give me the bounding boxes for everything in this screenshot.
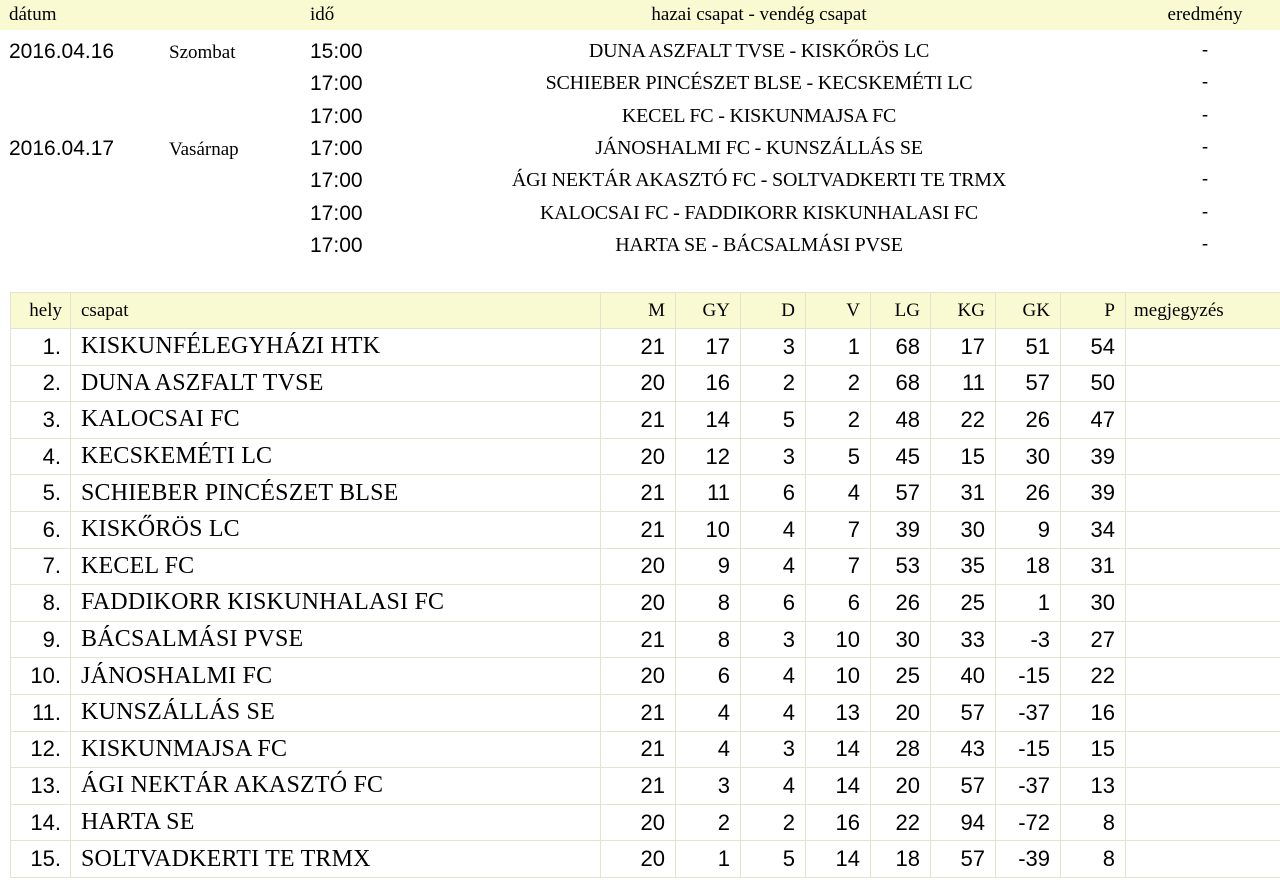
fixture-time: 17:00 <box>310 136 363 160</box>
cell-m: 21 <box>601 329 676 366</box>
cell-gk: -39 <box>996 841 1061 878</box>
cell-gk: -15 <box>996 731 1061 768</box>
cell-pos: 14. <box>11 804 71 841</box>
cell-note <box>1126 438 1280 475</box>
cell-lg: 25 <box>871 658 931 695</box>
cell-p: 30 <box>1061 585 1126 622</box>
fixture-time: 17:00 <box>310 233 363 257</box>
cell-lg: 26 <box>871 585 931 622</box>
fixtures-header-time: idő <box>310 4 335 25</box>
col-header-kg: KG <box>931 293 996 329</box>
cell-gy: 8 <box>676 585 741 622</box>
cell-lg: 30 <box>871 621 931 658</box>
cell-pos: 1. <box>11 329 71 366</box>
cell-m: 21 <box>601 511 676 548</box>
fixture-result: - <box>1201 169 1209 191</box>
cell-gk: -37 <box>996 694 1061 731</box>
fixture-match: HARTA SE - BÁCSALMÁSI PVSE <box>615 233 903 256</box>
cell-d: 3 <box>741 731 806 768</box>
cell-note <box>1126 694 1280 731</box>
cell-p: 27 <box>1061 621 1126 658</box>
cell-gy: 17 <box>676 329 741 366</box>
table-row <box>11 511 1280 548</box>
cell-team: SOLTVADKERTI TE TRMX <box>71 841 601 878</box>
cell-gk: 18 <box>996 548 1061 585</box>
cell-team: HARTA SE <box>71 804 601 841</box>
cell-lg: 57 <box>871 475 931 512</box>
cell-gy: 12 <box>676 438 741 475</box>
cell-gk: 57 <box>996 365 1061 402</box>
col-header-lg: LG <box>871 293 931 329</box>
fixture-row <box>0 198 1280 230</box>
cell-kg: 22 <box>931 402 996 439</box>
cell-note <box>1126 511 1280 548</box>
cell-d: 4 <box>741 694 806 731</box>
cell-m: 21 <box>601 694 676 731</box>
fixture-row <box>0 165 1280 197</box>
cell-lg: 20 <box>871 768 931 805</box>
cell-pos: 11. <box>11 694 71 731</box>
table-row <box>11 475 1280 512</box>
table-row <box>11 402 1280 439</box>
cell-lg: 68 <box>871 329 931 366</box>
cell-p: 54 <box>1061 329 1126 366</box>
cell-kg: 31 <box>931 475 996 512</box>
cell-v: 14 <box>806 768 871 805</box>
col-header-d: D <box>741 293 806 329</box>
cell-gk: -3 <box>996 621 1061 658</box>
table-row <box>11 548 1280 585</box>
cell-gk: 1 <box>996 585 1061 622</box>
fixture-row <box>0 36 1280 68</box>
table-row <box>11 621 1280 658</box>
fixture-result: - <box>1201 72 1209 94</box>
cell-v: 7 <box>806 548 871 585</box>
fixture-time: 17:00 <box>310 104 363 128</box>
cell-p: 47 <box>1061 402 1126 439</box>
cell-p: 39 <box>1061 438 1126 475</box>
cell-v: 6 <box>806 585 871 622</box>
cell-v: 1 <box>806 329 871 366</box>
table-row <box>11 585 1280 622</box>
fixture-row <box>0 101 1280 133</box>
col-header-m: M <box>601 293 676 329</box>
fixture-result: - <box>1201 104 1209 126</box>
cell-v: 10 <box>806 658 871 695</box>
cell-pos: 12. <box>11 731 71 768</box>
cell-gy: 1 <box>676 841 741 878</box>
fixture-day: Vasárnap <box>169 138 239 160</box>
cell-v: 16 <box>806 804 871 841</box>
cell-gk: -15 <box>996 658 1061 695</box>
cell-gk: -72 <box>996 804 1061 841</box>
cell-gy: 14 <box>676 402 741 439</box>
cell-d: 4 <box>741 548 806 585</box>
cell-p: 13 <box>1061 768 1126 805</box>
cell-m: 20 <box>601 585 676 622</box>
cell-gy: 6 <box>676 658 741 695</box>
cell-m: 21 <box>601 731 676 768</box>
cell-pos: 7. <box>11 548 71 585</box>
fixture-row <box>0 230 1280 262</box>
col-header-note: megjegyzés <box>1126 293 1280 329</box>
cell-v: 14 <box>806 731 871 768</box>
cell-note <box>1126 365 1280 402</box>
fixture-match: KALOCSAI FC - FADDIKORR KISKUNHALASI FC <box>540 201 978 224</box>
col-header-gk: GK <box>996 293 1061 329</box>
fixture-row <box>0 133 1280 165</box>
fixture-match: ÁGI NEKTÁR AKASZTÓ FC - SOLTVADKERTI TE TRMX <box>511 169 1007 192</box>
table-row <box>11 658 1280 695</box>
fixture-result: - <box>1201 136 1209 158</box>
cell-d: 3 <box>741 329 806 366</box>
fixture-match: SCHIEBER PINCÉSZET BLSE - KECSKEMÉTI LC <box>545 72 973 95</box>
cell-m: 21 <box>601 402 676 439</box>
cell-note <box>1126 475 1280 512</box>
fixture-match: KECEL FC - KISKUNMAJSA FC <box>621 104 897 127</box>
table-row <box>11 768 1280 805</box>
cell-lg: 53 <box>871 548 931 585</box>
fixture-match: DUNA ASZFALT TVSE - KISKŐRÖS LC <box>588 40 930 62</box>
cell-pos: 5. <box>11 475 71 512</box>
cell-p: 34 <box>1061 511 1126 548</box>
cell-pos: 13. <box>11 768 71 805</box>
col-header-v: V <box>806 293 871 329</box>
cell-pos: 2. <box>11 365 71 402</box>
cell-gy: 9 <box>676 548 741 585</box>
cell-v: 7 <box>806 511 871 548</box>
cell-team: KISKUNMAJSA FC <box>71 731 601 768</box>
col-header-p: P <box>1061 293 1126 329</box>
table-row <box>11 365 1280 402</box>
cell-gy: 3 <box>676 768 741 805</box>
cell-pos: 9. <box>11 621 71 658</box>
fixture-result: - <box>1201 233 1209 255</box>
cell-gk: 26 <box>996 402 1061 439</box>
cell-d: 2 <box>741 365 806 402</box>
table-row <box>11 841 1280 878</box>
cell-note <box>1126 731 1280 768</box>
cell-team: ÁGI NEKTÁR AKASZTÓ FC <box>71 768 601 805</box>
col-header-pos: hely <box>11 293 71 329</box>
cell-gk: 26 <box>996 475 1061 512</box>
cell-p: 31 <box>1061 548 1126 585</box>
cell-kg: 33 <box>931 621 996 658</box>
cell-note <box>1126 548 1280 585</box>
cell-team: KISKUNFÉLEGYHÁZI HTK <box>71 329 601 366</box>
cell-kg: 35 <box>931 548 996 585</box>
cell-gy: 4 <box>676 731 741 768</box>
cell-lg: 18 <box>871 841 931 878</box>
cell-d: 3 <box>741 438 806 475</box>
cell-d: 6 <box>741 475 806 512</box>
fixtures-header-date: dátum <box>9 4 57 25</box>
fixture-match: JÁNOSHALMI FC - KUNSZÁLLÁS SE <box>595 136 923 159</box>
table-row <box>11 438 1280 475</box>
cell-gy: 16 <box>676 365 741 402</box>
cell-p: 16 <box>1061 694 1126 731</box>
cell-team: FADDIKORR KISKUNHALASI FC <box>71 585 601 622</box>
cell-team: KISKŐRÖS LC <box>71 511 601 548</box>
cell-gy: 11 <box>676 475 741 512</box>
cell-note <box>1126 402 1280 439</box>
cell-lg: 28 <box>871 731 931 768</box>
cell-pos: 8. <box>11 585 71 622</box>
cell-lg: 68 <box>871 365 931 402</box>
cell-kg: 57 <box>931 841 996 878</box>
cell-m: 20 <box>601 658 676 695</box>
cell-m: 21 <box>601 475 676 512</box>
cell-kg: 57 <box>931 694 996 731</box>
cell-gk: 9 <box>996 511 1061 548</box>
cell-p: 50 <box>1061 365 1126 402</box>
cell-kg: 30 <box>931 511 996 548</box>
cell-d: 5 <box>741 841 806 878</box>
cell-gy: 8 <box>676 621 741 658</box>
cell-team: JÁNOSHALMI FC <box>71 658 601 695</box>
cell-d: 5 <box>741 402 806 439</box>
cell-p: 8 <box>1061 841 1126 878</box>
cell-pos: 6. <box>11 511 71 548</box>
cell-p: 22 <box>1061 658 1126 695</box>
cell-v: 2 <box>806 402 871 439</box>
fixture-time: 15:00 <box>310 40 363 63</box>
cell-m: 21 <box>601 768 676 805</box>
cell-d: 6 <box>741 585 806 622</box>
fixture-time: 17:00 <box>310 201 363 225</box>
cell-team: KECSKEMÉTI LC <box>71 438 601 475</box>
cell-kg: 15 <box>931 438 996 475</box>
standings-body <box>11 329 1280 878</box>
cell-kg: 25 <box>931 585 996 622</box>
cell-kg: 11 <box>931 365 996 402</box>
cell-v: 14 <box>806 841 871 878</box>
cell-note <box>1126 329 1280 366</box>
cell-d: 2 <box>741 804 806 841</box>
cell-lg: 20 <box>871 694 931 731</box>
cell-kg: 57 <box>931 768 996 805</box>
cell-d: 4 <box>741 511 806 548</box>
cell-v: 10 <box>806 621 871 658</box>
cell-team: BÁCSALMÁSI PVSE <box>71 621 601 658</box>
cell-gk: -37 <box>996 768 1061 805</box>
fixtures-header-match: hazai csapat - vendég csapat <box>651 4 867 25</box>
cell-d: 4 <box>741 658 806 695</box>
cell-gy: 10 <box>676 511 741 548</box>
fixture-time: 17:00 <box>310 169 363 193</box>
cell-v: 2 <box>806 365 871 402</box>
cell-team: SCHIEBER PINCÉSZET BLSE <box>71 475 601 512</box>
fixture-result: - <box>1201 201 1209 223</box>
cell-note <box>1126 768 1280 805</box>
standings-table <box>10 292 1280 878</box>
standings-header-row <box>11 293 1280 329</box>
cell-note <box>1126 841 1280 878</box>
cell-gy: 2 <box>676 804 741 841</box>
cell-m: 20 <box>601 365 676 402</box>
cell-gk: 51 <box>996 329 1061 366</box>
cell-note <box>1126 585 1280 622</box>
cell-p: 15 <box>1061 731 1126 768</box>
cell-kg: 94 <box>931 804 996 841</box>
cell-pos: 15. <box>11 841 71 878</box>
cell-gk: 30 <box>996 438 1061 475</box>
cell-p: 39 <box>1061 475 1126 512</box>
table-row <box>11 329 1280 366</box>
cell-gy: 4 <box>676 694 741 731</box>
cell-p: 8 <box>1061 804 1126 841</box>
cell-kg: 43 <box>931 731 996 768</box>
fixture-result: - <box>1201 40 1209 61</box>
cell-note <box>1126 621 1280 658</box>
fixture-date: 2016.04.16 <box>9 40 115 63</box>
cell-m: 20 <box>601 841 676 878</box>
fixtures-header-result: eredmény <box>1167 4 1243 25</box>
table-row <box>11 804 1280 841</box>
fixture-date: 2016.04.17 <box>9 136 115 160</box>
cell-v: 5 <box>806 438 871 475</box>
cell-v: 4 <box>806 475 871 512</box>
cell-lg: 48 <box>871 402 931 439</box>
cell-team: KECEL FC <box>71 548 601 585</box>
cell-team: KUNSZÁLLÁS SE <box>71 694 601 731</box>
col-header-gy: GY <box>676 293 741 329</box>
cell-kg: 17 <box>931 329 996 366</box>
cell-m: 21 <box>601 621 676 658</box>
cell-v: 13 <box>806 694 871 731</box>
fixture-day: Szombat <box>169 42 236 63</box>
cell-lg: 39 <box>871 511 931 548</box>
cell-team: KALOCSAI FC <box>71 402 601 439</box>
cell-lg: 45 <box>871 438 931 475</box>
fixtures-header <box>0 0 1280 30</box>
cell-team: DUNA ASZFALT TVSE <box>71 365 601 402</box>
cell-d: 3 <box>741 621 806 658</box>
table-row <box>11 694 1280 731</box>
col-header-team: csapat <box>71 293 601 329</box>
cell-m: 20 <box>601 438 676 475</box>
cell-m: 20 <box>601 548 676 585</box>
cell-note <box>1126 804 1280 841</box>
cell-pos: 3. <box>11 402 71 439</box>
cell-pos: 4. <box>11 438 71 475</box>
cell-m: 20 <box>601 804 676 841</box>
cell-kg: 40 <box>931 658 996 695</box>
fixture-row <box>0 68 1280 100</box>
table-row <box>11 731 1280 768</box>
fixture-time: 17:00 <box>310 72 363 96</box>
cell-note <box>1126 658 1280 695</box>
cell-lg: 22 <box>871 804 931 841</box>
cell-pos: 10. <box>11 658 71 695</box>
cell-d: 4 <box>741 768 806 805</box>
